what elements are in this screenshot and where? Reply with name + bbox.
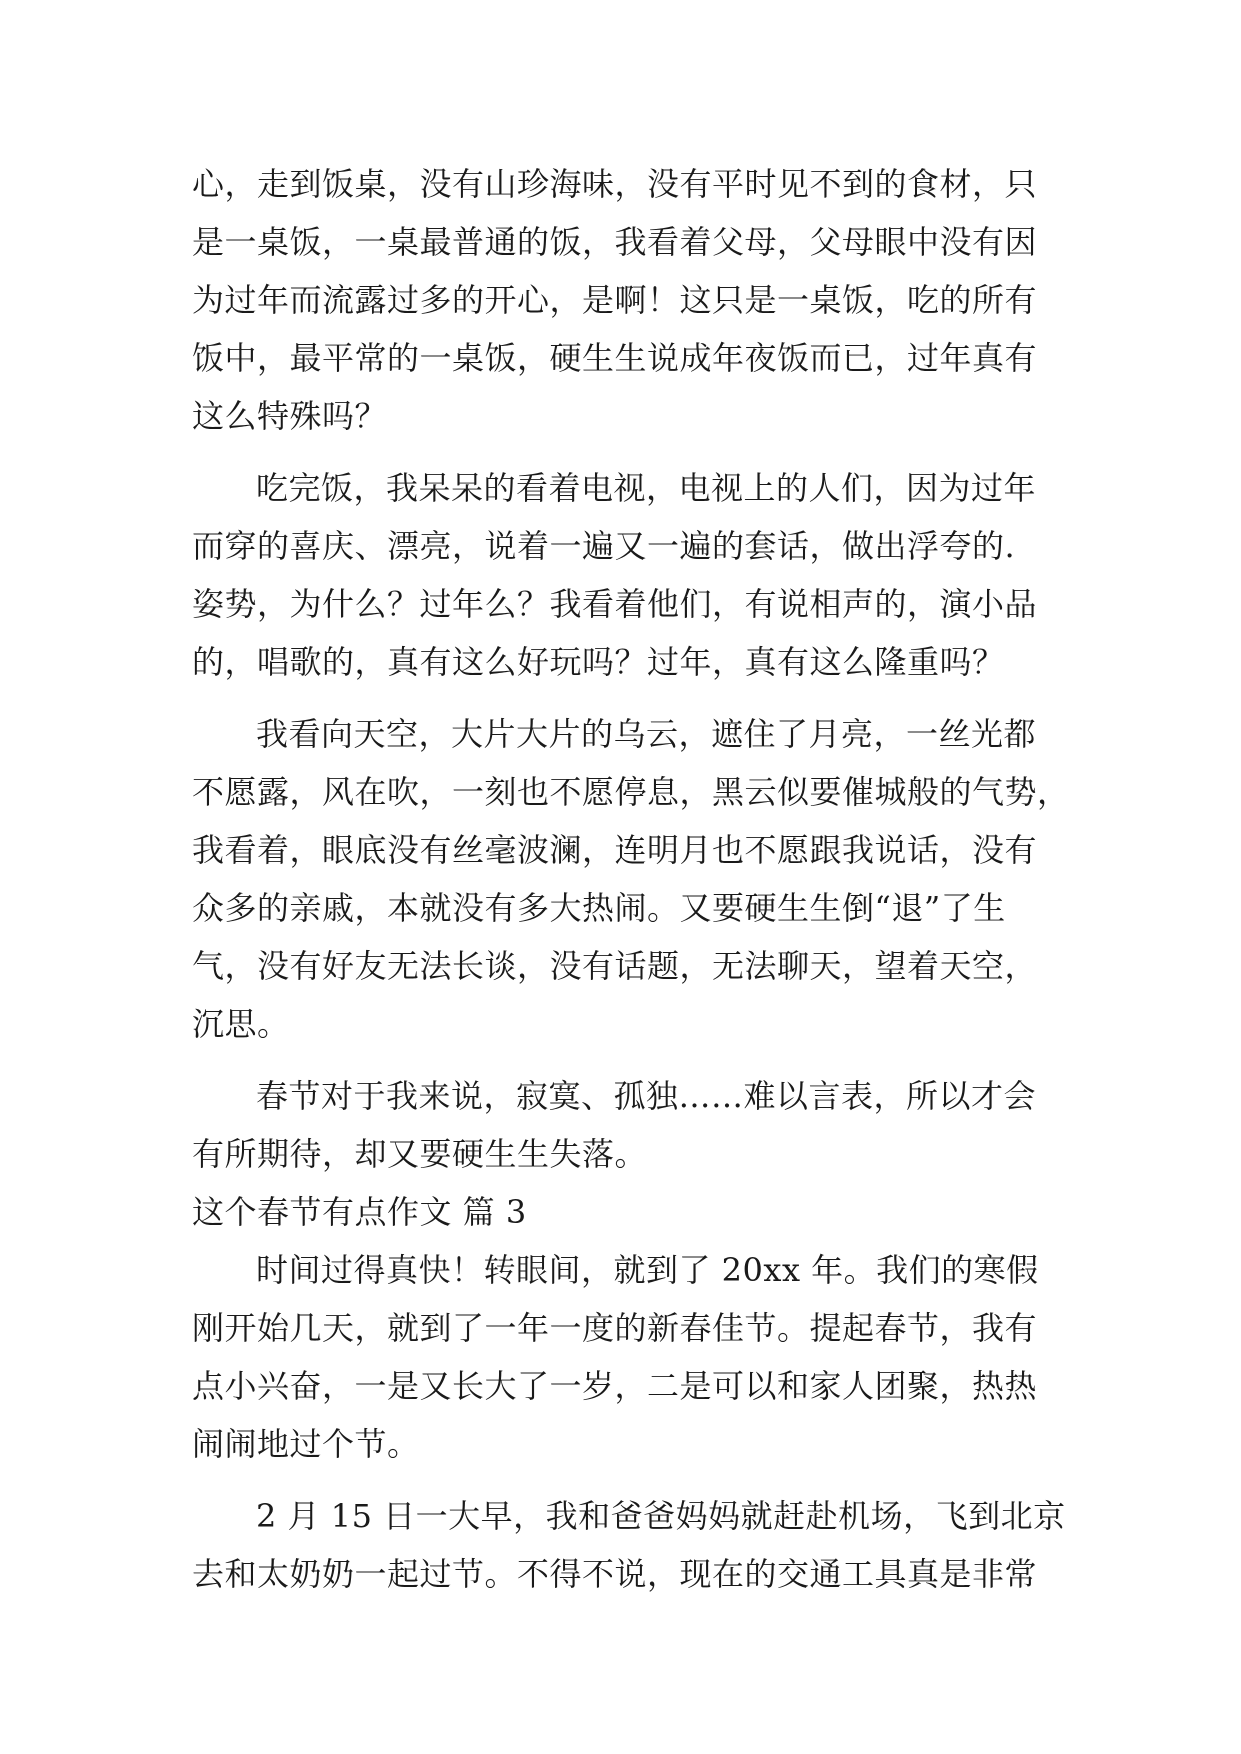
paragraph (192, 1487, 1066, 1603)
text-line: 我看着，眼底没有丝毫波澜，连明月也不愿跟我说话，没有 (192, 831, 1038, 869)
paragraph (192, 1241, 1052, 1473)
text-line: 刚开始几天，就到了一年一度的新春佳节。提起春节，我有 (192, 1309, 1038, 1347)
text-line: 不愿露，风在吹，一刻也不愿停息，黑云似要催城般的气势， (192, 773, 1070, 811)
text-line: 众多的亲戚，本就没有多大热闹。又要硬生生倒“退”了生 (192, 889, 1006, 927)
paragraph-gap (192, 1053, 1052, 1067)
text-line: 2 月 15 日一大早，我和爸爸妈妈就赶赴机场，飞到北京 (256, 1497, 1066, 1535)
paragraph (192, 155, 1052, 445)
text-line: 时间过得真快！转眼间，就到了 20xx 年。我们的寒假 (256, 1251, 1039, 1289)
paragraph (192, 459, 1052, 691)
text-line: 的，唱歌的，真有这么好玩吗？过年，真有这么隆重吗？ (192, 643, 1005, 681)
paragraph-gap (192, 445, 1052, 459)
document-body (192, 155, 1070, 1603)
text-line: 姿势，为什么？过年么？我看着他们，有说相声的，演小品 (192, 585, 1038, 623)
text-line: 心，走到饭桌，没有山珍海味，没有平时见不到的食材，只 (192, 165, 1038, 203)
paragraph-gap (192, 1473, 1052, 1487)
text-line: 我看向天空，大片大片的乌云，遮住了月亮，一丝光都 (256, 715, 1037, 753)
text-line: 春节对于我来说，寂寞、孤独……难以言表，所以才会 (256, 1077, 1037, 1115)
text-line: 这么特殊吗？ (192, 397, 388, 435)
paragraph-gap (192, 691, 1052, 705)
text-line: 沉思。 (192, 1005, 290, 1043)
text-line: 点小兴奋，一是又长大了一岁，二是可以和家人团聚，热热 (192, 1367, 1038, 1405)
paragraph (192, 705, 1070, 1053)
paragraph (192, 1067, 1052, 1183)
text-line: 闹闹地过个节。 (192, 1425, 420, 1463)
text-line: 去和太奶奶一起过节。不得不说，现在的交通工具真是非常 (192, 1555, 1038, 1593)
section-heading: 这个春节有点作文 篇 3 (192, 1193, 527, 1231)
text-line: 而穿的喜庆、漂亮，说着一遍又一遍的套话，做出浮夸的. (192, 527, 1016, 565)
text-line: 气，没有好友无法长谈，没有话题，无法聊天，望着天空， (192, 947, 1038, 985)
text-line: 饭中，最平常的一桌饭，硬生生说成年夜饭而已，过年真有 (192, 339, 1038, 377)
text-line: 吃完饭，我呆呆的看着电视，电视上的人们，因为过年 (256, 469, 1037, 507)
text-line: 是一桌饭，一桌最普通的饭，我看着父母，父母眼中没有因 (192, 223, 1038, 261)
text-line: 为过年而流露过多的开心，是啊！这只是一桌饭，吃的所有 (192, 281, 1038, 319)
text-line: 有所期待，却又要硬生生失落。 (192, 1135, 648, 1173)
